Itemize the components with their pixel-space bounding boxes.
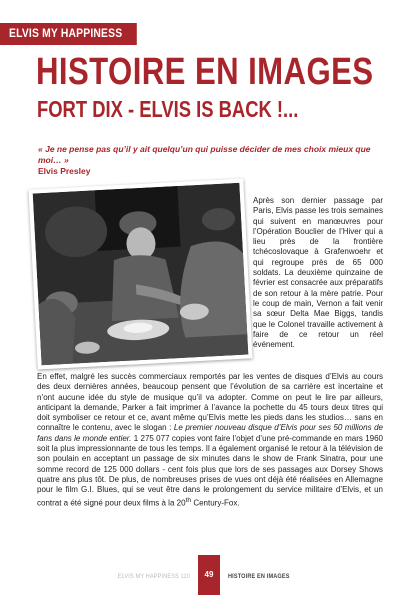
superscript: th: [185, 496, 192, 504]
soldiers-photo: [33, 183, 249, 366]
article-body: [37, 372, 383, 509]
footer-magazine: ELVIS MY HAPPINESS 110: [117, 573, 190, 580]
footer-section: HISTOIRE EN IMAGES: [228, 573, 290, 580]
page-number: 49: [198, 555, 220, 595]
page-subtitle: FORT DIX - ELVIS IS BACK !...: [37, 96, 299, 122]
page-title: HISTOIRE EN IMAGES: [36, 51, 374, 93]
body-end: Century-Fox.: [191, 498, 240, 508]
magazine-tag: ELVIS MY HAPPINESS 110: [0, 23, 137, 45]
pull-quote: « Je ne pense pas qu’il y ait quelqu’un qui puisse décider de mes choix mieux que moi… »: [38, 144, 371, 165]
body-part-1: En effet, malgré les succès commerciaux remportés par les ventes de disques d’Elvis au cours des deux dernières années, beaucoup pensent que l’évolution de sa carrière est incertaine et n’ont aucune idée du style de musique qu’il va adopter. Comme on peut le lire par ailleurs, anticipant la demande, Parker a fait imprimer à l’avance la pochette du 45 tours deux titres qui doit symboliser ce retour et ce, avant même qu’Elvis mette les pieds dans les studios… sans en connaître le contenu, avec le slogan :: [37, 372, 383, 433]
article-photo: [28, 178, 252, 369]
article-column: Après son dernier passage par Paris, Elvis passe les trois semaines qui suivent en manœuvres pour l’Opération Bouclier de l’Hiver qui a lieu près de la frontière tchécoslovaque à Grafenwoehr et qui regroupe près de 65 000 soldats. La deuxième quinzaine de février est consacrée aux préparatifs de son retour à la mère patrie. Pour le coup de main, Vernon a fait venir sa sœur Delta Mae Biggs, tandis que le Colonel travaille activement à faire de ce retour un réel événement.: [253, 196, 383, 350]
page-footer: [0, 555, 420, 595]
slogan: Le premier nouveau disque d’Elvis pour ses 50 millions de fans dans le monde entier.: [37, 423, 383, 443]
body-part-2: 1 275 077 copies vont faire l’objet d’une pré-commande en mars 1960 soit la plus impressionnante de tous les temps. Il a également organisé le retour à la télévision de son poulain en acceptant un passage de six minutes dans le show de Frank Sinatra, pour une somme record de 125 000 dollars - cent fois plus que lors de ses passages aux Dorsey Shows quatre ans plus tôt. De plus, de nombreuses prises de vues ont déjà été réalisées en Allemagne pour le film G.I. Blues, qui se veut être dans le prolongement du service militaire d’Elvis, et un contrat a été signé pour deux films à la 20: [37, 433, 383, 508]
quote-author: Elvis Presley: [38, 166, 91, 176]
